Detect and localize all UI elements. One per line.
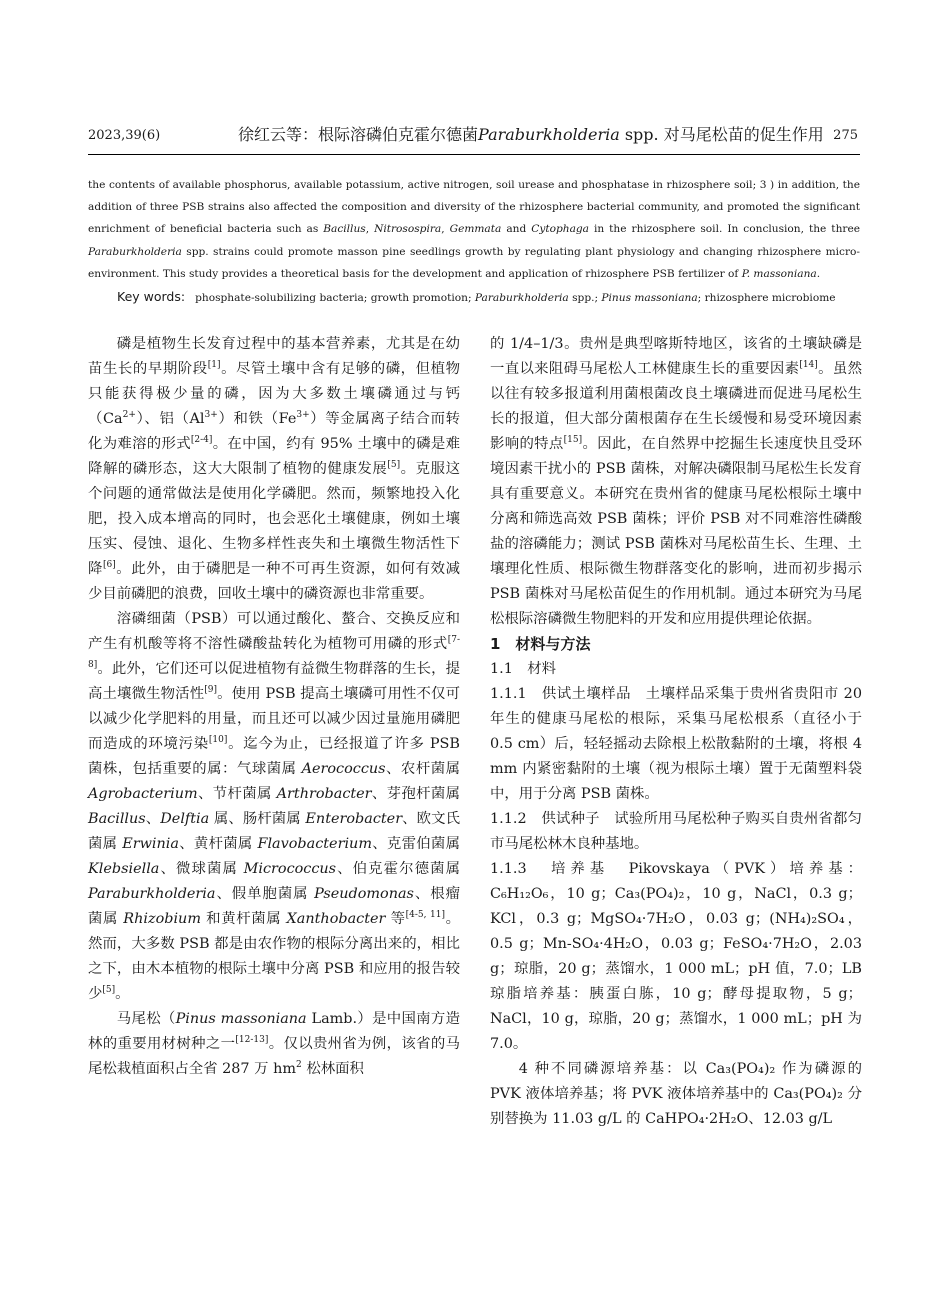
- left-column: [88, 332, 460, 1082]
- header-rule: [88, 154, 860, 155]
- running-header: [88, 120, 860, 150]
- paragraph: 溶磷细菌（PSB）可以通过酸化、螯合、交换反应和产生有机酸等将不溶性磷酸盐转化为植物可用磷的形式[7-8]。此外，它们还可以促进植物有益微生物群落的生长，提高土壤微生物活性[9]。使用 PSB 提高土壤磷可用性不仅可以减少化学肥料的用量，而且还可以减少因过量施用磷肥而造成的环境污染[10]。迄今为止，已经报道了许多 PSB 菌株，包括重要的属：气球菌属 Aerococcus、农杆菌属 Agrobacterium、节杆菌属 Arthrobacter、芽孢杆菌属 Bacillus、Delftia 属、肠杆菌属 Enterobacter、欧文氏菌属 Erwinia、黄杆菌属 Flavobacterium、克雷伯菌属 Klebsiella、微球菌属 Micrococcus、伯克霍尔德菌属 Paraburkholderia、假单胞菌属 Pseudomonas、根瘤菌属 Rhizobium 和黄杆菌属 Xanthobacter 等[4-5, 11]。然而，大多数 PSB 都是由农作物的根际分离出来的，相比之下，由木本植物的根际土壤中分离 PSB 和应用的报告较少[5]。: [88, 611, 460, 1002]
- paragraph: 马尾松（Pinus massoniana Lamb.）是中国南方造林的重要用材树种之一[12-13]。仅以贵州省为例，该省的马尾松栽植面积占全省 287 万 $hm^2$ 松林面积: [88, 1011, 460, 1077]
- paragraph: 1.1.3 培养基 Pikovskaya（PVK）培养基：C₆H₁₂O₆，10 g；Ca₃(PO₄)₂，10 g，NaCl，0.3 g；KCl，0.3 g；MgSO₄·7H₂O，0.03 g；(NH₄)₂SO₄，0.5 g；Mn-SO₄·4H₂O，0.03 g；FeSO₄·7H₂O，2.03 g；琼脂，20 g；蒸馏水，1 000 mL；pH 值，7.0；LB 琼脂培养基：胰蛋白胨，10 g；酵母提取物，5 g；NaCl，10 g，琼脂，20 g；蒸馏水，1 000 mL；pH 为 7.0。: [490, 861, 862, 1052]
- running-title: 徐红云等：根际溶磷伯克霍尔德菌Paraburkholderia spp. 对马尾松苗的促生作用: [238, 125, 824, 144]
- section-heading: 1 材料与方法: [490, 635, 591, 653]
- keywords-label: Key words:: [117, 289, 186, 304]
- journal-issue: 2023,39(6): [88, 128, 161, 143]
- right-column: [490, 332, 862, 1132]
- page-number: 275: [833, 128, 858, 143]
- paragraph: 1.1.2 供试种子 试验所用马尾松种子购买自贵州省都匀市马尾松林木良种基地。: [490, 811, 862, 852]
- subsection-heading: 1.1 材料: [490, 661, 557, 677]
- keywords: Key words: phosphate-solubilizing bacteria; growth promotion; Paraburkholderia spp.; Pinus massoniana; rhizosphere microbiome: [117, 289, 836, 304]
- paragraph: 1.1.1 供试土壤样品 土壤样品采集于贵州省贵阳市 20 年生的健康马尾松的根际，采集马尾松根系（直径小于 0.5 cm）后，轻轻摇动去除根上松散黏附的土壤，将根 4 mm 内紧密黏附的土壤（视为根际土壤）置于无菌塑料袋中，用于分离 PSB 菌株。: [490, 686, 862, 802]
- paragraph: 4 种不同磷源培养基：以 Ca₃(PO₄)₂ 作为磷源的 PVK 液体培养基；将 PVK 液体培养基中的 Ca₃(PO₄)₂ 分别替换为 11.03 g/L 的 CaHPO₄·2H₂O、12.03 g/L: [490, 1061, 862, 1127]
- abstract-en: the contents of available phosphorus, available potassium, active nitrogen, soil urease and phosphatase in rhizosphere soil; 3 ) in addition, the addition of three PSB strains also affected the composition and diversity of the rhizosphere bacterial community, and promoted the significant enrichment of beneficial bacteria such as Bacillus, Nitrosospira, Gemmata and Cytophaga in the rhizosphere soil. In conclusion, the three Paraburkholderia spp. strains could promote masson pine seedlings growth by regulating plant physiology and changing rhizosphere micro-environment. This study provides a theoretical basis for the development and application of rhizosphere PSB fertilizer of P. massoniana.: [88, 179, 860, 280]
- paragraph: 磷是植物生长发育过程中的基本营养素，尤其是在幼苗生长的早期阶段[1]。尽管土壤中含有足够的磷，但植物只能获得极少量的磷，因为大多数土壤磷通过与钙$(Ca^{2+})$、铝$(Al^{3+})$和铁$(Fe^{3+})$等金属离子结合而转化为难溶的形式[2-4]。在中国，约有 95% 土壤中的磷是难降解的磷形态，这大大限制了植物的健康发展[5]。克服这个问题的通常做法是使用化学磷肥。然而，频繁地投入化肥，投入成本增高的同时，也会恶化土壤健康，例如土壤压实、侵蚀、退化、生物多样性丧失和土壤微生物活性下降[6]。此外，由于磷肥是一种不可再生资源，如何有效减少目前磷肥的浪费，回收土壤中的磷资源也非常重要。: [88, 336, 461, 602]
- paragraph: 的 1/4–1/3。贵州是典型喀斯特地区，该省的土壤缺磷是一直以来阻碍马尾松人工林健康生长的重要因素[14]。虽然以往有较多报道利用菌根菌改良土壤磷进而促进马尾松生长的报道，但大部分菌根菌存在生长缓慢和易受环境因素影响的特点[15]。因此，在自然界中挖掘生长速度快且受环境因素干扰小的 PSB 菌株，对解决磷限制马尾松生长发育具有重要意义。本研究在贵州省的健康马尾松根际土壤中分离和筛选高效 PSB 菌株；评价 PSB 对不同难溶性磷酸盐的溶磷能力；测试 PSB 菌株对马尾松苗生长、生理、土壤理化性质、根际微生物群落变化的影响，进而初步揭示 PSB 菌株对马尾松苗促生的作用机制。通过本研究为马尾松根际溶磷微生物肥料的开发和应用提供理论依据。: [490, 336, 862, 627]
